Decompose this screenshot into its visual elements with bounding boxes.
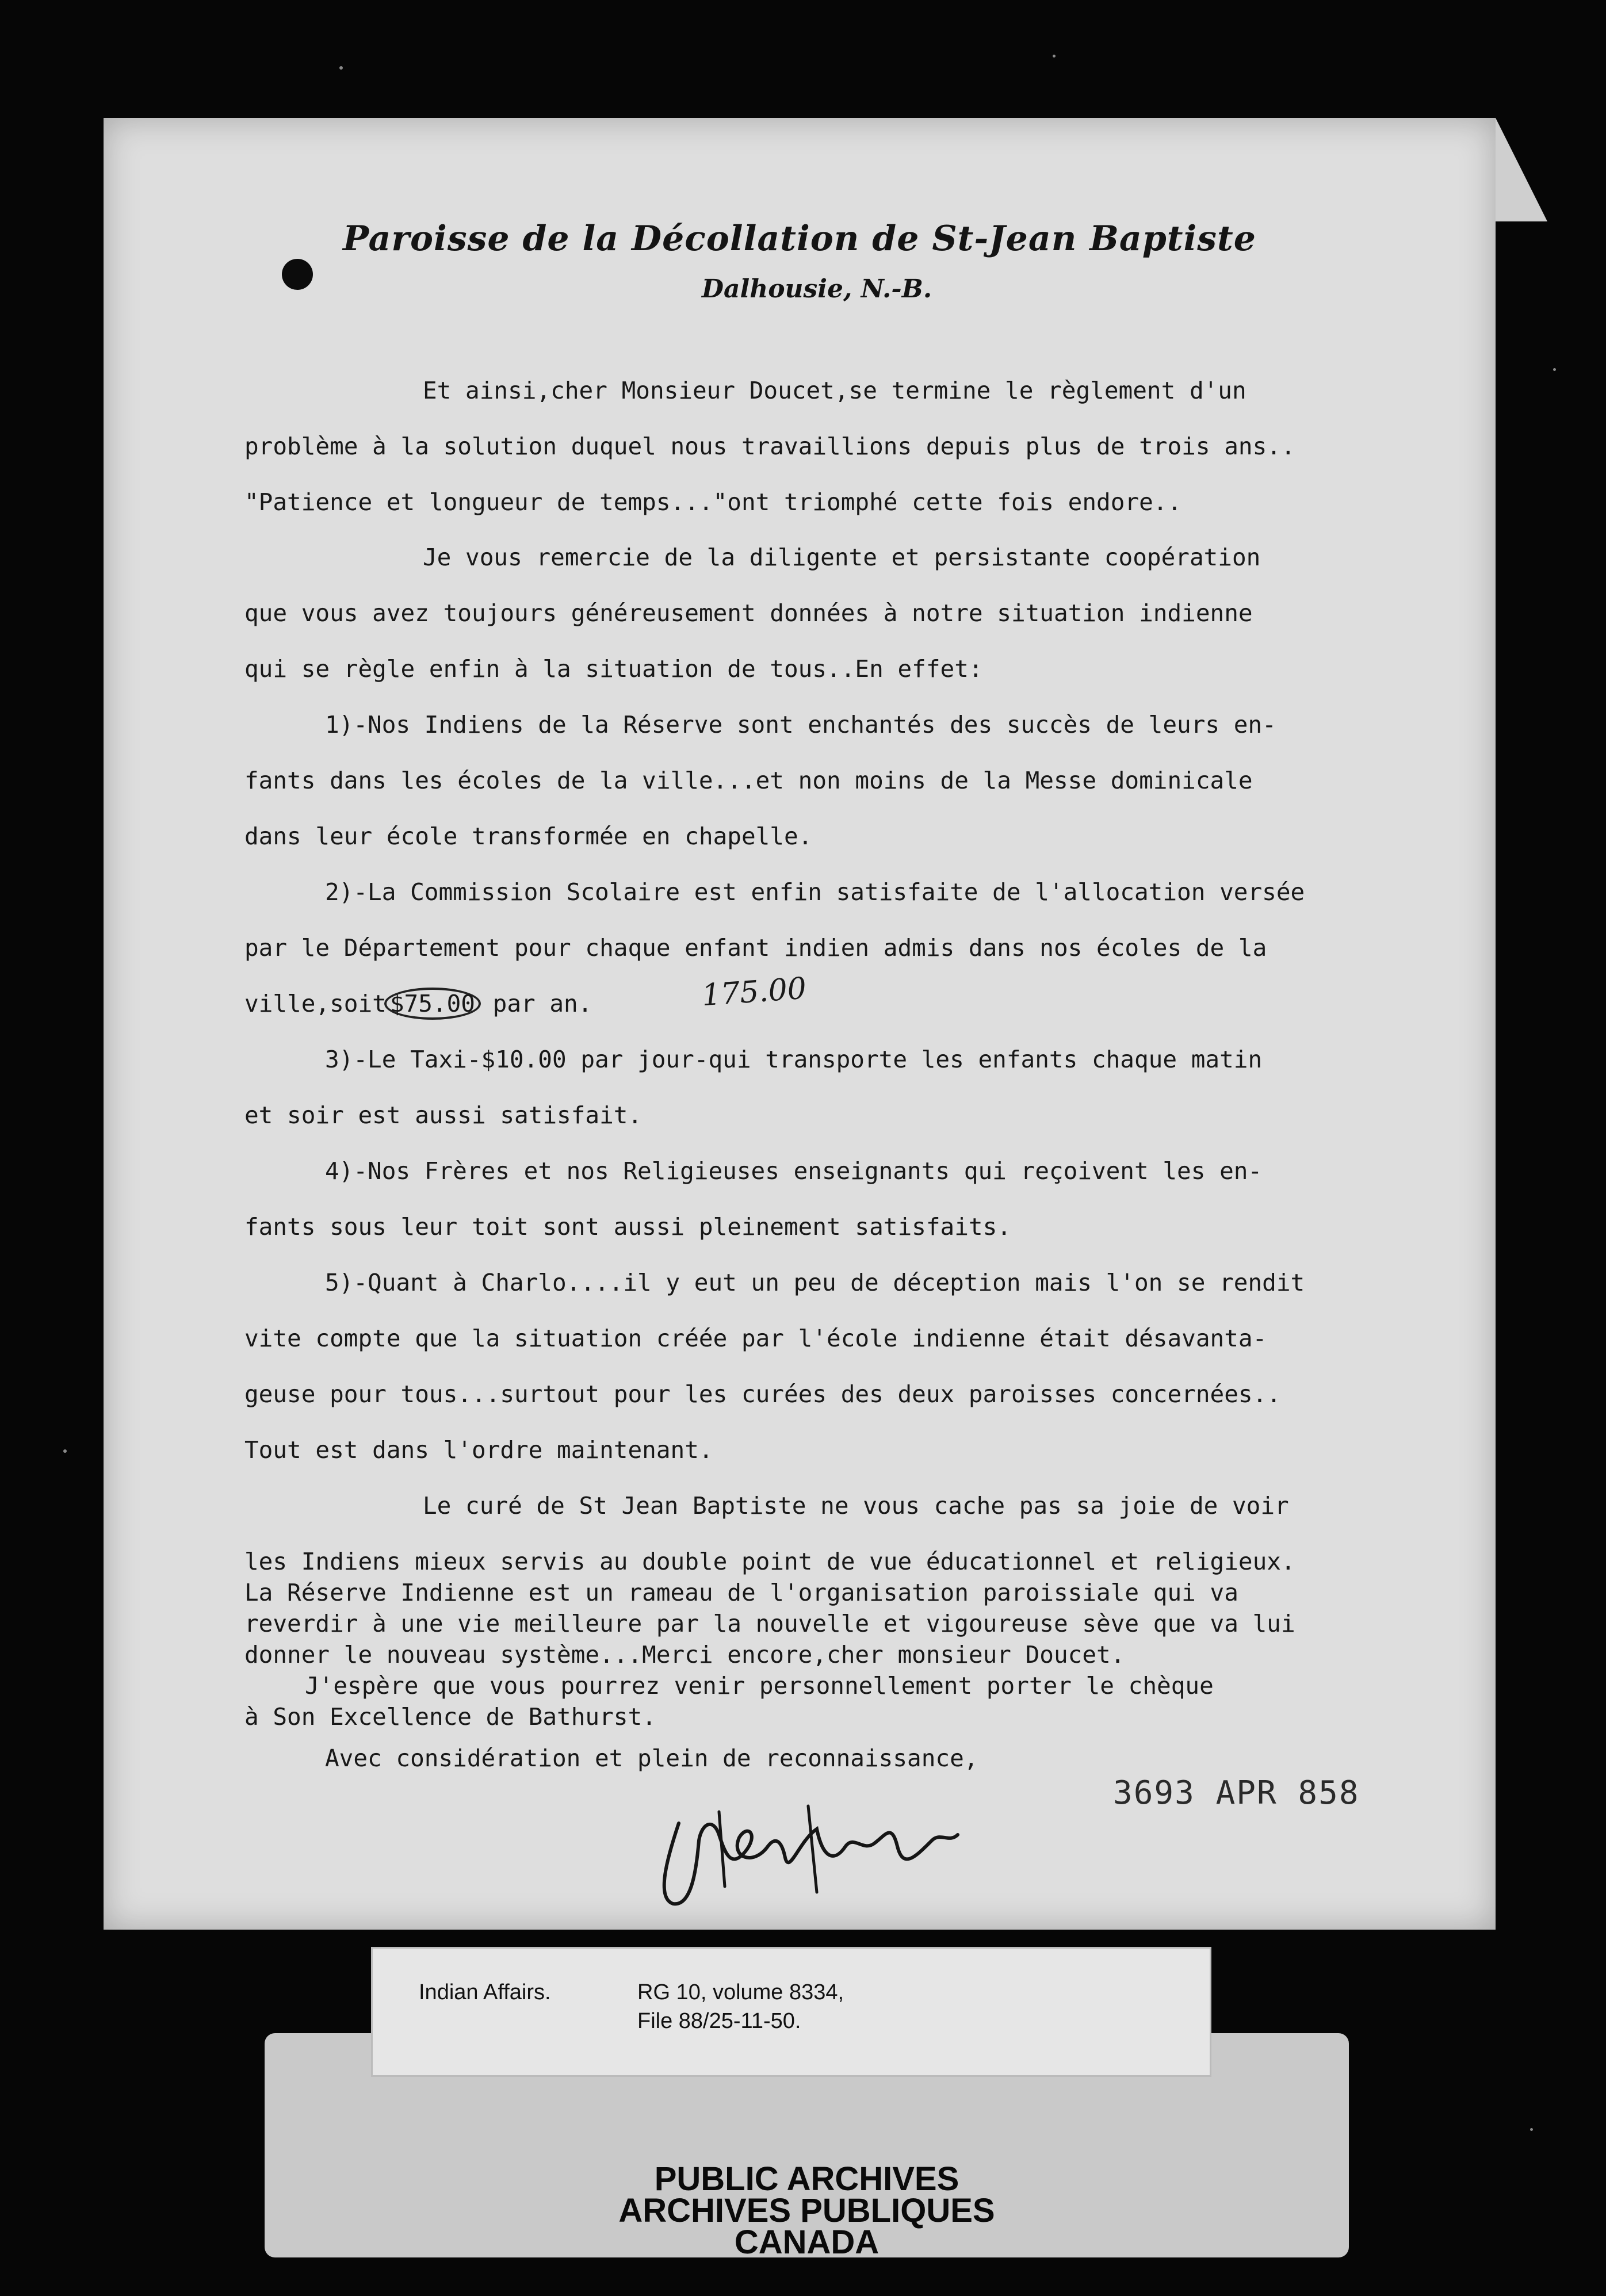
film-speck	[63, 1449, 67, 1453]
handwritten-amount: 175.00	[701, 971, 808, 1013]
letter-line: Le curé de St Jean Baptiste ne vous cache pas sa joie de voir	[423, 1492, 1289, 1520]
page-corner	[1496, 118, 1547, 221]
letter-line: à Son Excellence de Bathurst.	[244, 1703, 656, 1731]
letter-line: par le Département pour chaque enfant indien admis dans nos écoles de la	[244, 934, 1267, 962]
letter-text: ville,soit	[244, 990, 387, 1017]
film-speck	[1553, 368, 1556, 371]
letter-line: 2)-La Commission Scolaire est enfin satisfaite de l'allocation versée	[325, 878, 1305, 906]
letter-text: par an.	[492, 990, 592, 1017]
letterhead-place: Dalhousie, N.-B.	[701, 274, 932, 304]
letter-line: Je vous remercie de la diligente et persistante coopération	[423, 544, 1261, 571]
letter-page	[104, 118, 1496, 1930]
letter-line: 5)-Quant à Charlo....il y eut un peu de déception mais l'on se rendit	[325, 1269, 1305, 1296]
film-speck	[1053, 55, 1056, 58]
archive-country: CANADA	[734, 2224, 880, 2261]
letter-line: les Indiens mieux servis au double point de vue éducationnel et religieux.	[244, 1548, 1295, 1575]
letter-line: 4)-Nos Frères et nos Religieuses enseignants qui reçoivent les en-	[325, 1157, 1263, 1185]
letter-line: geuse pour tous...surtout pour les curées des deux paroisses concernées..	[244, 1380, 1281, 1408]
film-speck	[339, 66, 343, 70]
letter-line: "Patience et longueur de temps..."ont triomphé cette fois endore..	[244, 488, 1182, 516]
letter-line: J'espère que vous pourrez venir personnellement porter le chèque	[305, 1672, 1214, 1700]
letter-line: qui se règle enfin à la situation de tous..En effet:	[244, 655, 983, 683]
letter-line: donner le nouveau système...Merci encore,cher monsieur Doucet.	[244, 1641, 1125, 1669]
registry-stamp: 3693 APR 858	[1113, 1774, 1360, 1812]
letter-line: reverdir à une vie meilleure par la nouvelle et vigoureuse sève que va lui	[244, 1610, 1295, 1637]
letter-line: La Réserve Indienne est un rameau de l'organisation paroissiale qui va	[244, 1579, 1238, 1606]
letter-line: que vous avez toujours généreusement données à notre situation indienne	[244, 599, 1253, 627]
letter-line: problème à la solution duquel nous travaillions depuis plus de trois ans..	[244, 433, 1295, 460]
label-department: Indian Affairs.	[419, 1980, 551, 2004]
letter-line: 1)-Nos Indiens de la Réserve sont enchantés des succès de leurs en-	[325, 711, 1276, 738]
circled-amount: $75.00	[384, 988, 481, 1020]
letter-line: 3)-Le Taxi-$10.00 par jour-qui transporte les enfants chaque matin	[325, 1046, 1263, 1073]
archive-title-en: PUBLIC ARCHIVES	[654, 2160, 959, 2198]
label-record-group: RG 10, volume 8334,	[637, 1980, 844, 2004]
letter-line: fants dans les écoles de la ville...et non moins de la Messe dominicale	[244, 767, 1253, 794]
letter-line: fants sous leur toit sont aussi pleinement satisfaits.	[244, 1213, 1011, 1241]
archive-label	[371, 1947, 1211, 2077]
letter-line-amount	[244, 990, 592, 1017]
letter-line: et soir est aussi satisfait.	[244, 1101, 643, 1129]
archive-title-fr: ARCHIVES PUBLIQUES	[618, 2192, 995, 2229]
film-speck	[1530, 2128, 1533, 2131]
letter-line: Et ainsi,cher Monsieur Doucet,se termine le règlement d'un	[423, 377, 1246, 404]
letter-line: vite compte que la situation créée par l'école indienne était désavanta-	[244, 1325, 1267, 1352]
label-file: File 88/25-11-50.	[637, 2009, 801, 2033]
letter-line: Tout est dans l'ordre maintenant.	[244, 1436, 713, 1464]
signature	[644, 1789, 966, 1921]
letterhead-title: Paroisse de la Décollation de St-Jean Baptiste	[343, 219, 1256, 259]
letter-line: Avec considération et plein de reconnaissance,	[325, 1744, 978, 1772]
letter-line: dans leur école transformée en chapelle.	[244, 822, 813, 850]
